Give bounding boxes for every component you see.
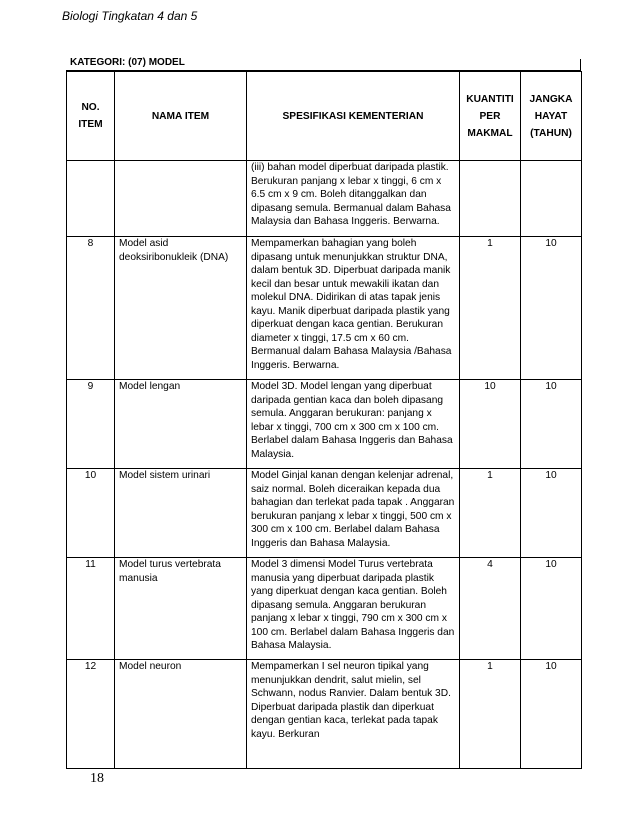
cell-life: 10 (521, 469, 582, 558)
cell-qty (460, 161, 521, 237)
table-row (67, 380, 582, 469)
table-row (67, 660, 582, 769)
cell-name: Model lengan (115, 380, 247, 469)
table-row (67, 237, 582, 380)
cell-qty: 1 (460, 237, 521, 380)
cell-no: 11 (67, 558, 115, 660)
cell-no: 12 (67, 660, 115, 769)
table-row (67, 558, 582, 660)
header-lifespan: JANGKA HAYAT (TAHUN) (521, 72, 582, 161)
header-quantity: KUANTITI PER MAKMAL (460, 72, 521, 161)
table-row (67, 469, 582, 558)
cell-spec: Mempamerkan bahagian yang boleh dipasang untuk menunjukkan struktur DNA, dalam bentuk 3D. Diperbuat daripada manik kecil dan besar untuk mewakili ikatan dan molekul DNA. Didirikan di atas tapak jenis kayu. Manik diperbuat daripada plastik yang diperkuat dengan kaca gentian. Berukuran diameter x tinggi, 17.5 cm x 60 cm. Bermanual dalam Bahasa Malaysia /Bahasa Inggeris. Berwarna. (247, 237, 460, 380)
page-number: 18 (90, 771, 104, 786)
document-header: Biologi Tingkatan 4 dan 5 (62, 9, 198, 23)
header-specification: SPESIFIKASI KEMENTERIAN (247, 72, 460, 161)
cell-no: 10 (67, 469, 115, 558)
cell-qty: 1 (460, 660, 521, 769)
cell-qty: 4 (460, 558, 521, 660)
table-row-continued (67, 161, 582, 237)
cell-life: 10 (521, 558, 582, 660)
cell-spec: Mempamerkan I sel neuron tipikal yang menunjukkan dendrit, salut mielin, sel Schwann, nodus Ranvier. Dalam bentuk 3D. Diperbuat daripada plastik dan diperkuat dengan gentian kaca, terlekat pada tapak kayu. Berkuran (247, 660, 460, 769)
cell-name: Model neuron (115, 660, 247, 769)
header-item-name: NAMA ITEM (115, 72, 247, 161)
cell-life: 10 (521, 380, 582, 469)
cell-qty: 10 (460, 380, 521, 469)
item-table (66, 71, 582, 769)
cell-life (521, 161, 582, 237)
cell-name (115, 161, 247, 237)
header-no-item: NO. ITEM (67, 72, 115, 161)
cell-no: 8 (67, 237, 115, 380)
cell-spec: Model Ginjal kanan dengan kelenjar adrenal, saiz normal. Boleh diceraikan kepada dua bahagian dan terlekat pada tapak . Anggaran berukuran panjang x lebar x tinggi, 500 cm x 300 cm x 100 cm. Berlabel dalam Bahasa Inggeris dan Bahasa Malaysia. (247, 469, 460, 558)
cell-spec: (iii) bahan model diperbuat daripada plastik. Berukuran panjang x lebar x tinggi, 6 cm x 6.5 cm x 9 cm. Boleh ditanggalkan dan dipasang semula. Bermanual dalam Bahasa Malaysia dan Bahasa Inggeris. Berwarna. (247, 161, 460, 237)
cell-name: Model asid deoksiribonukleik (DNA) (115, 237, 247, 380)
item-sheet (66, 55, 581, 769)
category-title: KATEGORI: (07) MODEL (66, 55, 581, 71)
cell-no (67, 161, 115, 237)
cell-spec: Model 3 dimensi Model Turus vertebrata manusia yang diperbuat daripada plastik yang diperkuat dengan kaca gentian. Boleh dipasang semula. Anggaran berukuran panjang x lebar x tinggi, 790 cm x 300 cm x 100 cm. Berlabel dalam Bahasa Inggeris dan Bahasa Malaysia. (247, 558, 460, 660)
table-header-row (67, 72, 582, 161)
cell-life: 10 (521, 237, 582, 380)
cell-name: Model sistem urinari (115, 469, 247, 558)
cell-name: Model turus vertebrata manusia (115, 558, 247, 660)
cell-qty: 1 (460, 469, 521, 558)
cell-life: 10 (521, 660, 582, 769)
cell-no: 9 (67, 380, 115, 469)
cell-spec: Model 3D. Model lengan yang diperbuat daripada gentian kaca dan boleh dipasang semula. Anggaran berukuran: panjang x lebar x tinggi, 700 cm x 300 cm x 100 cm. Berlabel dalam Bahasa Inggeris dan Bahasa Malaysia. (247, 380, 460, 469)
